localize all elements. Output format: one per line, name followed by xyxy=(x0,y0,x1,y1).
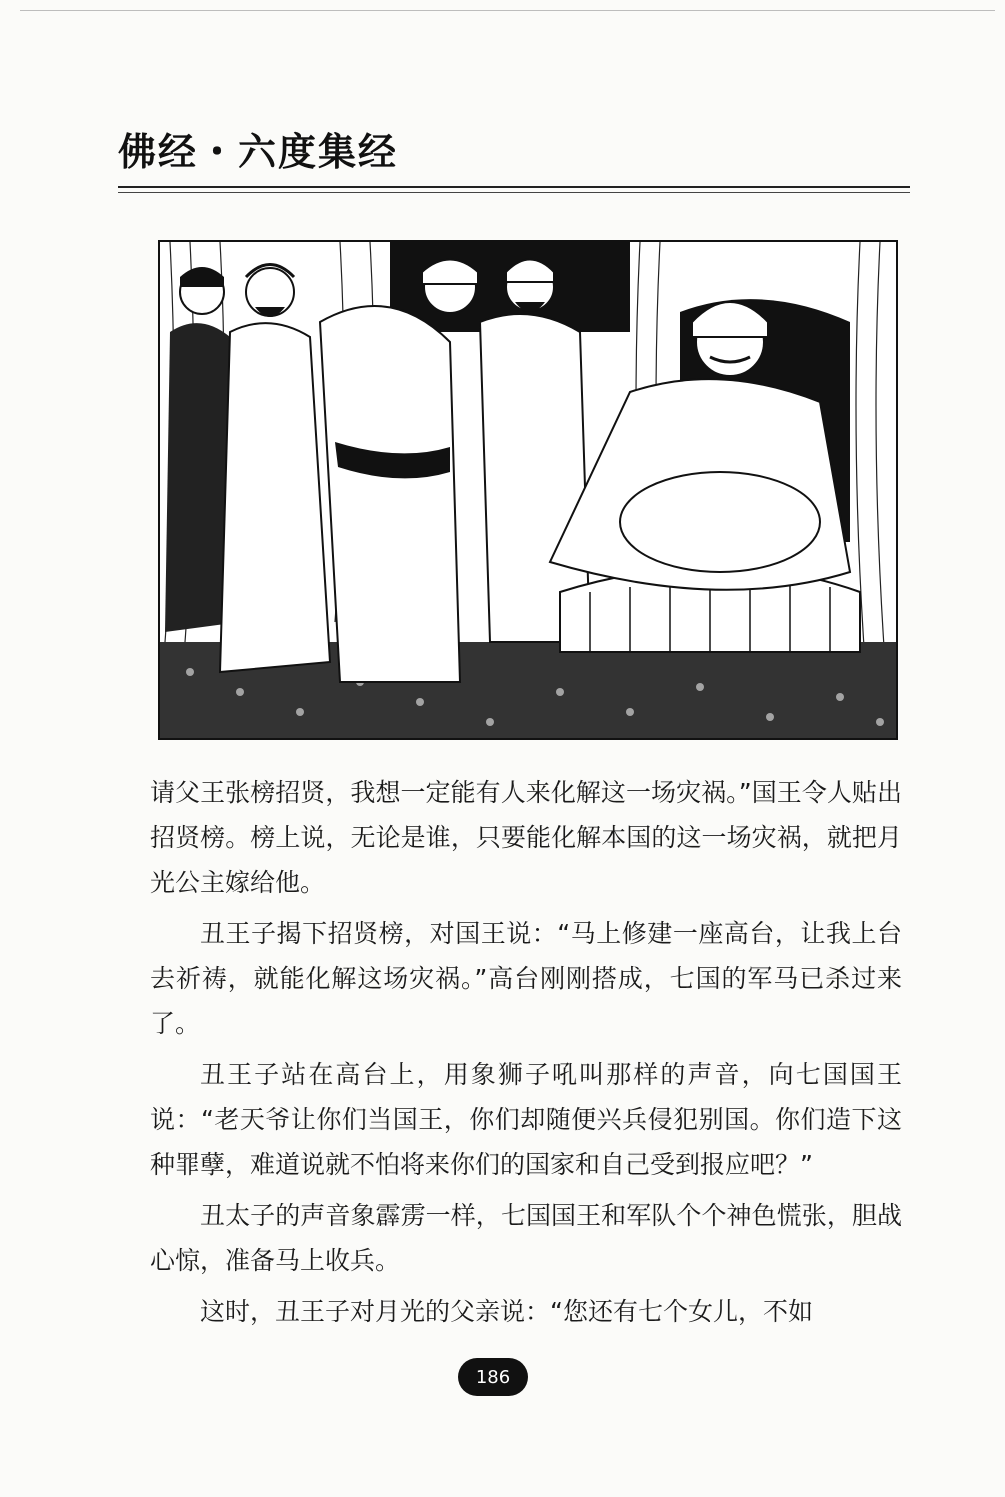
paragraph-3: 丑王子站在高台上，用象狮子吼叫那样的声音，向七国国王说：“老天爷让你们当国王，你们却随便兴兵侵犯别国。你们造下这种罪孽，难道说就不怕将来你们的国家和自己受到报应吧？” xyxy=(150,1060,902,1179)
illustration-court-scene xyxy=(158,240,898,740)
page-header-title: 佛经・六度集经 xyxy=(118,130,399,174)
paragraph-4: 丑太子的声音象霹雳一样，七国国王和军队个个神色慌张，胆战心惊，准备马上收兵。 xyxy=(150,1201,902,1275)
illustration-drawing xyxy=(160,242,896,738)
paragraph-1: 请父王张榜招贤，我想一定能有人来化解这一场灾祸。”国王令人贴出招贤榜。榜上说，无论是谁，只要能化解本国的这一场灾祸，就把月光公主嫁给他。 xyxy=(150,778,902,897)
paragraph-5: 这时，丑王子对月光的父亲说：“您还有七个女儿，不如 xyxy=(200,1297,813,1326)
header-rule xyxy=(118,186,910,193)
top-rule xyxy=(20,10,995,11)
page-number-badge: 186 xyxy=(458,1358,528,1396)
paragraph-2: 丑王子揭下招贤榜，对国王说：“马上修建一座高台，让我上台去祈祷，就能化解这场灾祸。”高台刚刚搭成，七国的军马已杀过来了。 xyxy=(150,919,902,1038)
body-text xyxy=(150,770,902,1340)
